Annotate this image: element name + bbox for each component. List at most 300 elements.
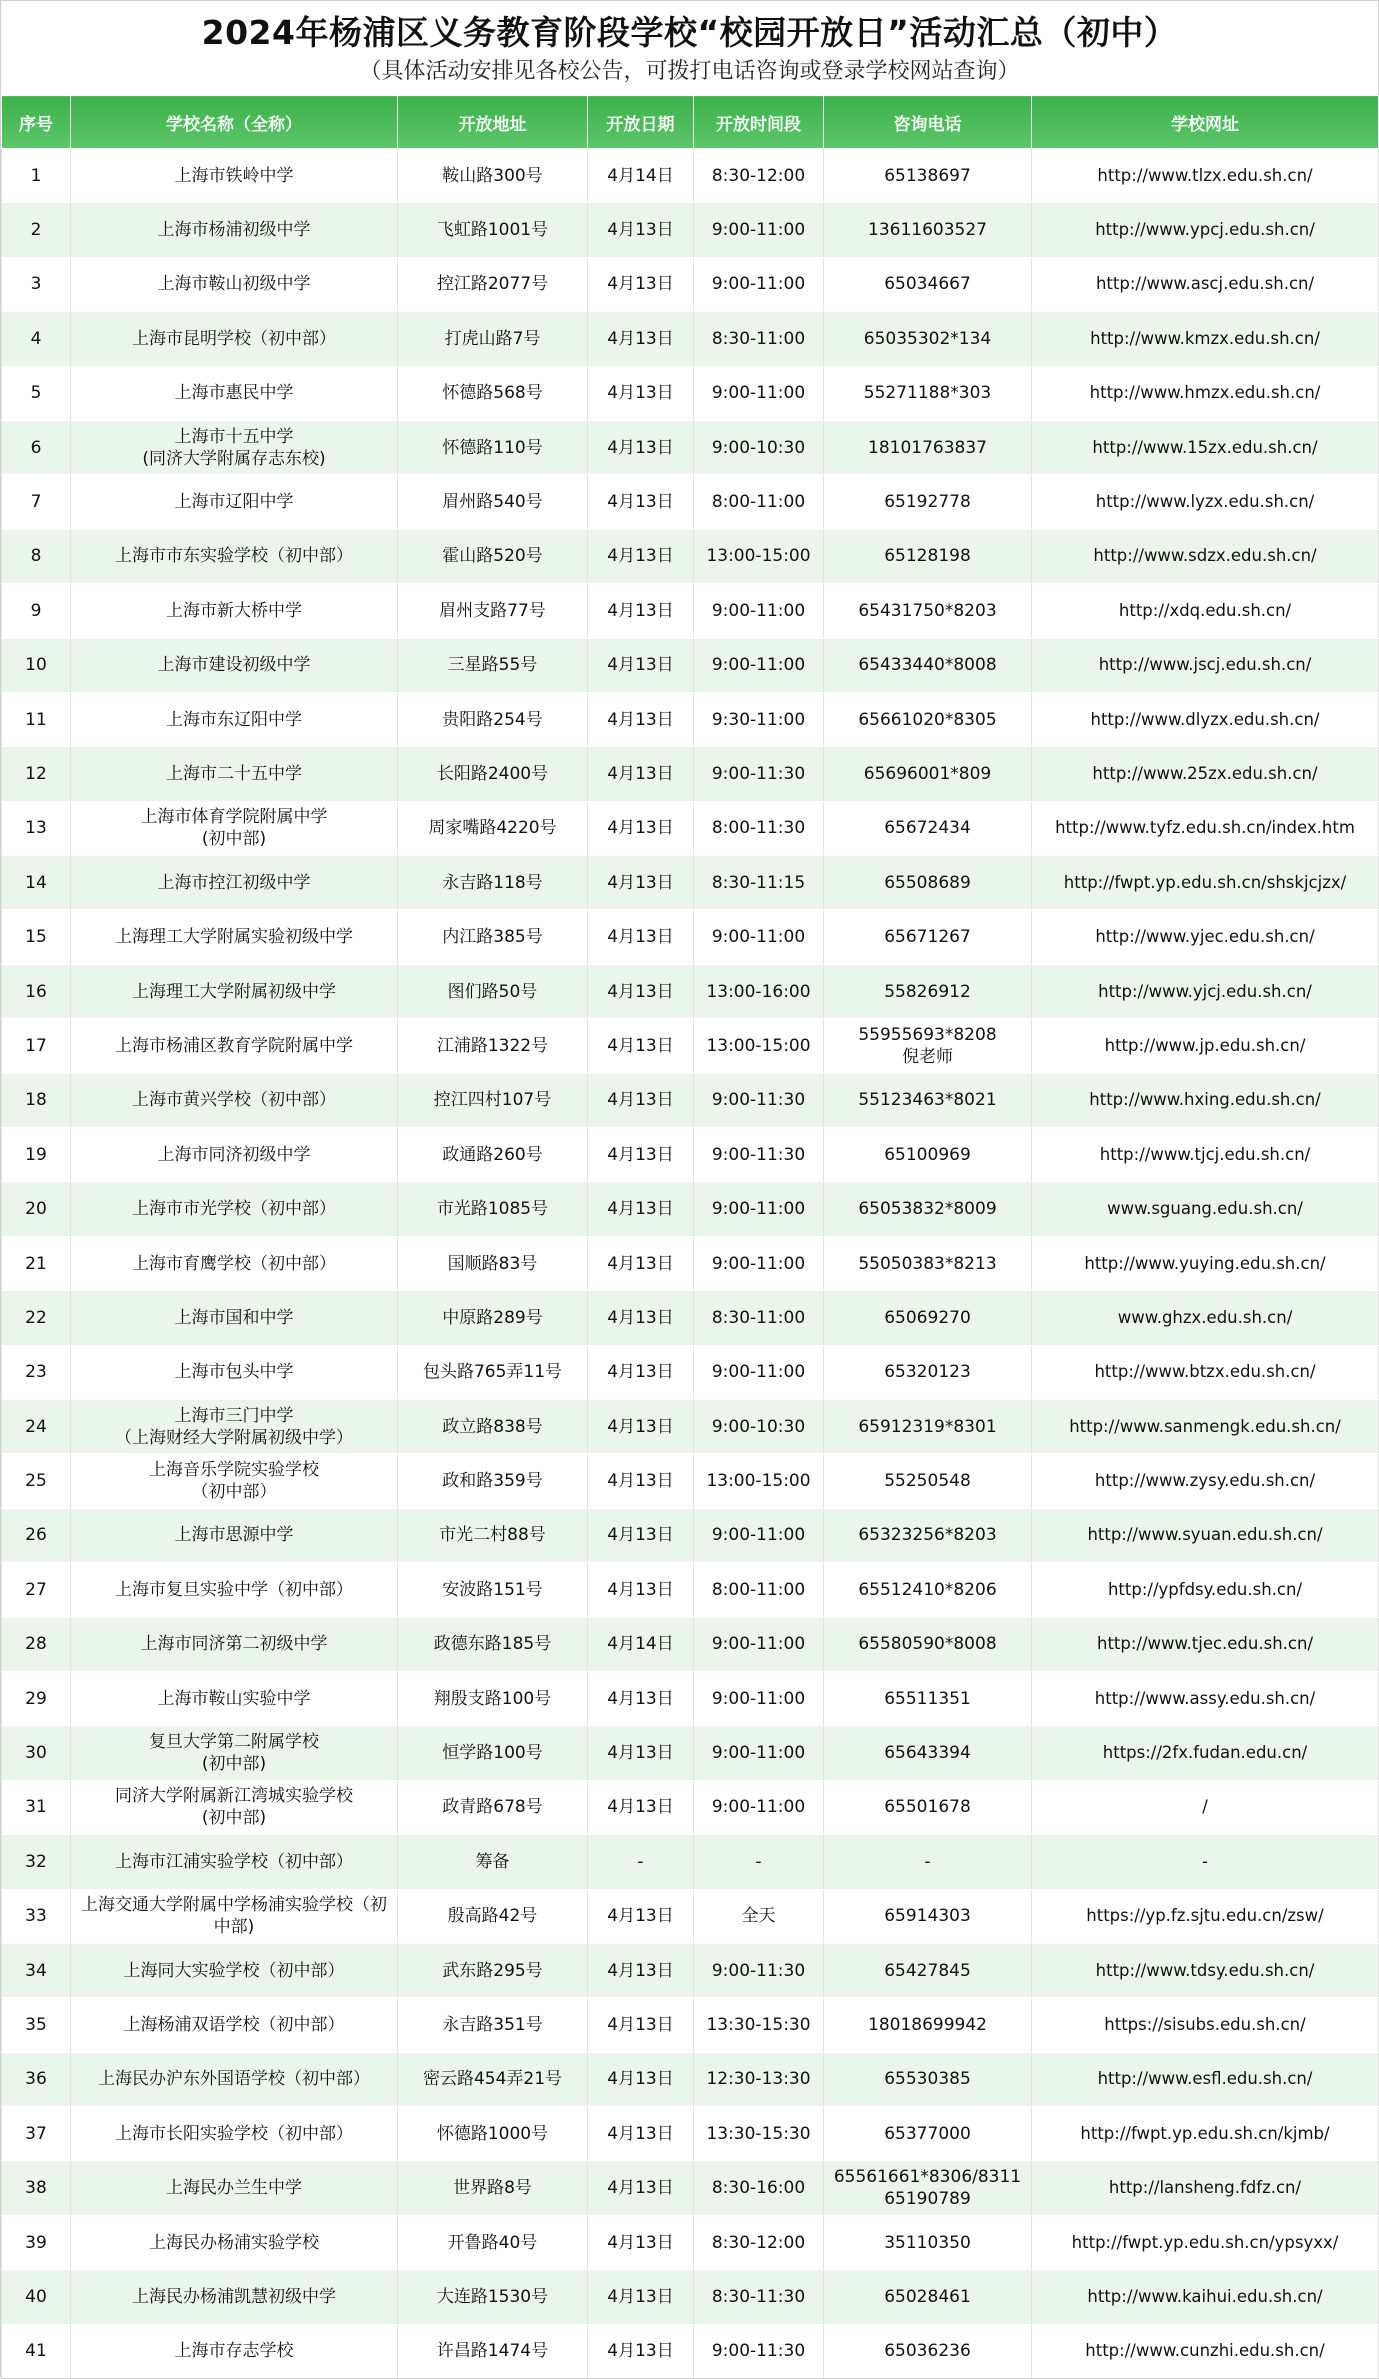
website-cell[interactable]: http://fwpt.yp.edu.sh.cn/ypsyxx/ bbox=[1032, 2215, 1379, 2269]
school-name-cell bbox=[71, 1998, 398, 2052]
phone-cell bbox=[824, 1671, 1032, 1725]
phone-cell-line: 65696001*809 bbox=[863, 763, 992, 784]
school-name-cell-line: 上海市杨浦区教育学院附属中学 bbox=[115, 1035, 353, 1056]
phone-cell-line: 65069270 bbox=[884, 1307, 971, 1328]
school-name-cell-line: 上海市市东实验学校（初中部） bbox=[115, 546, 353, 567]
website-cell[interactable]: http://www.ypcj.edu.sh.cn/ bbox=[1032, 203, 1379, 257]
table-row bbox=[2, 910, 1379, 964]
school-name-cell bbox=[71, 801, 398, 855]
website-cell[interactable]: http://www.jp.edu.sh.cn/ bbox=[1032, 1019, 1379, 1073]
time-cell: 9:00-11:00 bbox=[694, 1508, 824, 1562]
phone-cell-line: 65320123 bbox=[884, 1362, 971, 1383]
school-name-cell-line: (初中部) bbox=[201, 829, 267, 850]
date-cell: 4月13日 bbox=[588, 856, 694, 910]
date-cell: 4月13日 bbox=[588, 1889, 694, 1943]
phone-cell-line: 65028461 bbox=[884, 2286, 971, 2307]
phone-cell bbox=[824, 1019, 1032, 1073]
school-name-cell bbox=[71, 747, 398, 801]
website-cell[interactable]: http://fwpt.yp.edu.sh.cn/kjmb/ bbox=[1032, 2107, 1379, 2161]
phone-cell bbox=[824, 801, 1032, 855]
row-number-cell: 15 bbox=[2, 910, 71, 964]
school-name-cell bbox=[71, 2161, 398, 2215]
school-name-cell bbox=[71, 1889, 398, 1943]
address-cell: 政立路838号 bbox=[398, 1399, 588, 1453]
time-cell: 9:00-11:00 bbox=[694, 1780, 824, 1834]
school-name-cell bbox=[71, 257, 398, 311]
website-cell[interactable]: http://lansheng.fdfz.cn/ bbox=[1032, 2161, 1379, 2215]
school-name-cell-line: 上海民办杨浦实验学校 bbox=[149, 2232, 319, 2253]
phone-cell bbox=[824, 1345, 1032, 1399]
phone-cell-line: 65377000 bbox=[884, 2123, 971, 2144]
date-cell: 4月13日 bbox=[588, 1454, 694, 1508]
table-row bbox=[2, 2052, 1379, 2106]
title-block bbox=[1, 1, 1378, 95]
website-cell[interactable]: https://2fx.fudan.edu.cn/ bbox=[1032, 1726, 1379, 1780]
time-cell: 13:00-15:00 bbox=[694, 529, 824, 583]
phone-cell bbox=[824, 2161, 1032, 2215]
date-cell: 4月13日 bbox=[588, 1563, 694, 1617]
phone-cell-line: 65034667 bbox=[884, 274, 971, 295]
phone-cell-line: 65501678 bbox=[884, 1797, 971, 1818]
website-cell[interactable]: http://www.tjec.edu.sh.cn/ bbox=[1032, 1617, 1379, 1671]
address-cell: 殷高路42号 bbox=[398, 1889, 588, 1943]
school-name-cell bbox=[71, 1236, 398, 1290]
table-row bbox=[2, 1726, 1379, 1780]
phone-cell bbox=[824, 1182, 1032, 1236]
phone-cell-line: 65036236 bbox=[884, 2341, 971, 2362]
date-cell: 4月14日 bbox=[588, 1617, 694, 1671]
time-cell: 9:00-11:00 bbox=[694, 584, 824, 638]
date-cell: 4月13日 bbox=[588, 1508, 694, 1562]
school-name-cell bbox=[71, 1019, 398, 1073]
row-number-cell: 38 bbox=[2, 2161, 71, 2215]
school-name-cell bbox=[71, 1345, 398, 1399]
page-subtitle: （具体活动安排见各校公告，可拨打电话咨询或登录学校网站查询） bbox=[359, 59, 1020, 84]
phone-cell-line: 65100969 bbox=[884, 1144, 971, 1165]
phone-cell-line: 65580590*8008 bbox=[858, 1634, 997, 1655]
phone-cell bbox=[824, 2107, 1032, 2161]
date-cell: 4月13日 bbox=[588, 1019, 694, 1073]
table-row bbox=[2, 1780, 1379, 1834]
address-cell: 政和路359号 bbox=[398, 1454, 588, 1508]
address-cell: 江浦路1322号 bbox=[398, 1019, 588, 1073]
website-cell[interactable]: www.sguang.edu.sh.cn/ bbox=[1032, 1182, 1379, 1236]
date-cell: 4月13日 bbox=[588, 1073, 694, 1127]
school-name-cell-line: 上海市杨浦初级中学 bbox=[157, 220, 311, 241]
website-cell[interactable]: http://www.lyzx.edu.sh.cn/ bbox=[1032, 475, 1379, 529]
time-cell: 9:00-11:30 bbox=[694, 747, 824, 801]
website-cell[interactable]: http://www.kmzx.edu.sh.cn/ bbox=[1032, 312, 1379, 366]
address-cell: 贵阳路254号 bbox=[398, 692, 588, 746]
phone-cell bbox=[824, 1291, 1032, 1345]
row-number-cell: 19 bbox=[2, 1128, 71, 1182]
website-cell[interactable]: http://www.dlyzx.edu.sh.cn/ bbox=[1032, 692, 1379, 746]
table-row bbox=[2, 1943, 1379, 1997]
website-cell[interactable]: http://www.yjec.edu.sh.cn/ bbox=[1032, 910, 1379, 964]
address-cell: 霍山路520号 bbox=[398, 529, 588, 583]
phone-cell-line: 65643394 bbox=[884, 1743, 971, 1764]
row-number-cell: 11 bbox=[2, 692, 71, 746]
phone-cell bbox=[824, 1454, 1032, 1508]
row-number-cell: 24 bbox=[2, 1399, 71, 1453]
header-address: 开放地址 bbox=[398, 96, 588, 149]
school-name-cell bbox=[71, 1399, 398, 1453]
school-name-cell bbox=[71, 1508, 398, 1562]
time-cell: 8:00-11:00 bbox=[694, 1563, 824, 1617]
address-cell: 政德东路185号 bbox=[398, 1617, 588, 1671]
phone-cell bbox=[824, 149, 1032, 203]
table-row bbox=[2, 801, 1379, 855]
row-number-cell: 1 bbox=[2, 149, 71, 203]
table-row bbox=[2, 1454, 1379, 1508]
date-cell: 4月13日 bbox=[588, 1291, 694, 1345]
school-name-cell-line: 同济大学附属新江湾城实验学校 bbox=[115, 1786, 353, 1807]
row-number-cell: 22 bbox=[2, 1291, 71, 1345]
time-cell: 9:00-11:00 bbox=[694, 257, 824, 311]
website-cell[interactable]: http://www.tlzx.edu.sh.cn/ bbox=[1032, 149, 1379, 203]
row-number-cell: 39 bbox=[2, 2215, 71, 2269]
school-name-cell bbox=[71, 1943, 398, 1997]
address-cell: 怀德路1000号 bbox=[398, 2107, 588, 2161]
website-cell[interactable]: http://www.tjcj.edu.sh.cn/ bbox=[1032, 1128, 1379, 1182]
time-cell: 9:00-11:00 bbox=[694, 910, 824, 964]
time-cell: 8:30-12:00 bbox=[694, 149, 824, 203]
phone-cell bbox=[824, 257, 1032, 311]
address-cell: 翔殷支路100号 bbox=[398, 1671, 588, 1725]
website-cell[interactable]: http://www.kaihui.edu.sh.cn/ bbox=[1032, 2270, 1379, 2324]
address-cell: 安波路151号 bbox=[398, 1563, 588, 1617]
address-cell: 怀德路568号 bbox=[398, 366, 588, 420]
website-cell[interactable]: http://www.syuan.edu.sh.cn/ bbox=[1032, 1508, 1379, 1562]
website-cell[interactable]: http://www.sdzx.edu.sh.cn/ bbox=[1032, 529, 1379, 583]
row-number-cell: 35 bbox=[2, 1998, 71, 2052]
header-phone: 咨询电话 bbox=[824, 96, 1032, 149]
time-cell: 9:00-11:00 bbox=[694, 1671, 824, 1725]
website-cell[interactable]: http://www.assy.edu.sh.cn/ bbox=[1032, 1671, 1379, 1725]
date-cell: 4月13日 bbox=[588, 2324, 694, 2378]
school-name-cell bbox=[71, 2107, 398, 2161]
phone-cell-line: 65323256*8203 bbox=[858, 1525, 997, 1546]
row-number-cell: 28 bbox=[2, 1617, 71, 1671]
row-number-cell: 14 bbox=[2, 856, 71, 910]
website-cell[interactable]: http://www.sanmengk.edu.sh.cn/ bbox=[1032, 1399, 1379, 1453]
school-name-cell-line: 上海市同济初级中学 bbox=[157, 1144, 311, 1165]
school-name-cell-line: 上海市复旦实验中学（初中部） bbox=[115, 1579, 353, 1600]
row-number-cell: 23 bbox=[2, 1345, 71, 1399]
address-cell: 怀德路110号 bbox=[398, 420, 588, 474]
website-cell[interactable]: http://xdq.edu.sh.cn/ bbox=[1032, 584, 1379, 638]
row-number-cell: 13 bbox=[2, 801, 71, 855]
date-cell: 4月13日 bbox=[588, 420, 694, 474]
table-row bbox=[2, 747, 1379, 801]
phone-cell bbox=[824, 529, 1032, 583]
website-cell[interactable]: https://sisubs.edu.sh.cn/ bbox=[1032, 1998, 1379, 2052]
website-cell[interactable]: http://www.hmzx.edu.sh.cn/ bbox=[1032, 366, 1379, 420]
table-row bbox=[2, 366, 1379, 420]
table-row bbox=[2, 1563, 1379, 1617]
school-name-cell bbox=[71, 1617, 398, 1671]
website-cell[interactable]: http://www.ascj.edu.sh.cn/ bbox=[1032, 257, 1379, 311]
phone-cell bbox=[824, 1128, 1032, 1182]
school-name-cell-line: 上海市思源中学 bbox=[174, 1525, 294, 1546]
phone-cell-line: 55955693*8208 bbox=[858, 1024, 997, 1045]
date-cell: 4月13日 bbox=[588, 1345, 694, 1399]
school-name-cell bbox=[71, 1780, 398, 1834]
phone-cell-line: 55271188*303 bbox=[863, 383, 992, 404]
address-cell: 鞍山路300号 bbox=[398, 149, 588, 203]
website-cell[interactable]: http://www.yjcj.edu.sh.cn/ bbox=[1032, 964, 1379, 1018]
address-cell: 图们路50号 bbox=[398, 964, 588, 1018]
website-cell[interactable]: http://www.btzx.edu.sh.cn/ bbox=[1032, 1345, 1379, 1399]
phone-cell bbox=[824, 1563, 1032, 1617]
school-name-cell-line: (初中部) bbox=[201, 1754, 267, 1775]
website-cell[interactable]: http://fwpt.yp.edu.sh.cn/shskjcjzx/ bbox=[1032, 856, 1379, 910]
address-cell: 中原路289号 bbox=[398, 1291, 588, 1345]
website-cell[interactable]: http://www.hxing.edu.sh.cn/ bbox=[1032, 1073, 1379, 1127]
address-cell: 眉州支路77号 bbox=[398, 584, 588, 638]
school-name-cell-line: 上海理工大学附属初级中学 bbox=[132, 981, 336, 1002]
phone-cell-line: 65671267 bbox=[884, 927, 971, 948]
school-name-cell-line: 上海市国和中学 bbox=[174, 1307, 294, 1328]
school-name-cell bbox=[71, 2215, 398, 2269]
phone-cell-line: 65138697 bbox=[884, 165, 971, 186]
website-cell[interactable]: https://yp.fz.sjtu.edu.cn/zsw/ bbox=[1032, 1889, 1379, 1943]
website-cell[interactable]: / bbox=[1032, 1780, 1379, 1834]
school-name-cell-line: 上海音乐学院实验学校 bbox=[149, 1460, 319, 1481]
address-cell: 三星路55号 bbox=[398, 638, 588, 692]
row-number-cell: 33 bbox=[2, 1889, 71, 1943]
phone-cell bbox=[824, 1726, 1032, 1780]
table-row bbox=[2, 312, 1379, 366]
school-name-cell bbox=[71, 1454, 398, 1508]
row-number-cell: 36 bbox=[2, 2052, 71, 2106]
phone-cell-line: 55050383*8213 bbox=[858, 1253, 997, 1274]
website-cell[interactable]: http://www.jscj.edu.sh.cn/ bbox=[1032, 638, 1379, 692]
phone-cell bbox=[824, 856, 1032, 910]
time-cell: 全天 bbox=[694, 1889, 824, 1943]
table-row bbox=[2, 584, 1379, 638]
row-number-cell: 20 bbox=[2, 1182, 71, 1236]
website-cell[interactable]: http://www.tyfz.edu.sh.cn/index.htm bbox=[1032, 801, 1379, 855]
time-cell: 9:00-11:00 bbox=[694, 638, 824, 692]
table-row bbox=[2, 475, 1379, 529]
school-name-cell-line: 上海市包头中学 bbox=[174, 1362, 294, 1383]
school-name-cell-line: 上海市三门中学 bbox=[174, 1405, 294, 1426]
time-cell: 9:00-11:30 bbox=[694, 1073, 824, 1127]
website-cell[interactable]: http://www.esfl.edu.sh.cn/ bbox=[1032, 2052, 1379, 2106]
phone-cell bbox=[824, 420, 1032, 474]
table-row bbox=[2, 1182, 1379, 1236]
phone-cell bbox=[824, 1943, 1032, 1997]
table-row bbox=[2, 1128, 1379, 1182]
row-number-cell: 27 bbox=[2, 1563, 71, 1617]
address-cell: 眉州路540号 bbox=[398, 475, 588, 529]
school-name-cell bbox=[71, 910, 398, 964]
time-cell: 13:00-15:00 bbox=[694, 1454, 824, 1508]
time-cell: 8:00-11:00 bbox=[694, 475, 824, 529]
phone-cell bbox=[824, 312, 1032, 366]
row-number-cell: 2 bbox=[2, 203, 71, 257]
row-number-cell: 12 bbox=[2, 747, 71, 801]
school-name-cell bbox=[71, 1563, 398, 1617]
school-name-cell-line: 上海交通大学附属中学杨浦实验学校（初 bbox=[81, 1895, 387, 1916]
date-cell: 4月13日 bbox=[588, 964, 694, 1018]
phone-cell bbox=[824, 1780, 1032, 1834]
row-number-cell: 18 bbox=[2, 1073, 71, 1127]
school-name-cell-line: 上海市惠民中学 bbox=[174, 383, 294, 404]
address-cell: 世界路8号 bbox=[398, 2161, 588, 2215]
school-name-cell bbox=[71, 312, 398, 366]
time-cell: 12:30-13:30 bbox=[694, 2052, 824, 2106]
date-cell: 4月13日 bbox=[588, 312, 694, 366]
address-cell: 开鲁路40号 bbox=[398, 2215, 588, 2269]
time-cell: 9:00-11:00 bbox=[694, 1726, 824, 1780]
time-cell: 9:00-11:00 bbox=[694, 1617, 824, 1671]
address-cell: 包头路765弄11号 bbox=[398, 1345, 588, 1399]
address-cell: 长阳路2400号 bbox=[398, 747, 588, 801]
time-cell: 9:00-11:00 bbox=[694, 1182, 824, 1236]
date-cell: 4月13日 bbox=[588, 1236, 694, 1290]
school-name-cell bbox=[71, 1128, 398, 1182]
website-cell[interactable]: http://www.tdsy.edu.sh.cn/ bbox=[1032, 1943, 1379, 1997]
table-body bbox=[2, 149, 1379, 2379]
table-row bbox=[2, 1019, 1379, 1073]
school-name-cell-line: 上海市市光学校（初中部） bbox=[132, 1199, 336, 1220]
table-row bbox=[2, 2215, 1379, 2269]
date-cell: 4月13日 bbox=[588, 584, 694, 638]
website-cell[interactable]: http://www.cunzhi.edu.sh.cn/ bbox=[1032, 2324, 1379, 2378]
school-name-cell bbox=[71, 149, 398, 203]
school-name-cell bbox=[71, 638, 398, 692]
date-cell: 4月13日 bbox=[588, 1182, 694, 1236]
time-cell: 8:30-16:00 bbox=[694, 2161, 824, 2215]
phone-cell-line: 65661020*8305 bbox=[858, 709, 997, 730]
header-time: 开放时间段 bbox=[694, 96, 824, 149]
phone-cell-line: 18101763837 bbox=[868, 437, 987, 458]
row-number-cell: 34 bbox=[2, 1943, 71, 1997]
time-cell: 8:30-11:15 bbox=[694, 856, 824, 910]
time-cell: 9:00-10:30 bbox=[694, 420, 824, 474]
row-number-cell: 40 bbox=[2, 2270, 71, 2324]
table-row bbox=[2, 257, 1379, 311]
phone-cell-line: 35110350 bbox=[884, 2232, 971, 2253]
header-date: 开放日期 bbox=[588, 96, 694, 149]
time-cell: 8:30-11:30 bbox=[694, 2270, 824, 2324]
school-name-cell-line: 上海市育鹰学校（初中部） bbox=[132, 1253, 336, 1274]
row-number-cell: 6 bbox=[2, 420, 71, 474]
phone-cell bbox=[824, 584, 1032, 638]
school-name-cell bbox=[71, 420, 398, 474]
phone-cell bbox=[824, 1889, 1032, 1943]
table-row bbox=[2, 638, 1379, 692]
school-name-cell bbox=[71, 529, 398, 583]
phone-cell-line: 65427845 bbox=[884, 1960, 971, 1981]
date-cell: 4月14日 bbox=[588, 149, 694, 203]
phone-cell bbox=[824, 2215, 1032, 2269]
date-cell: 4月13日 bbox=[588, 1399, 694, 1453]
date-cell: 4月13日 bbox=[588, 1943, 694, 1997]
school-name-cell bbox=[71, 1671, 398, 1725]
address-cell: 永吉路351号 bbox=[398, 1998, 588, 2052]
address-cell: 内江路385号 bbox=[398, 910, 588, 964]
phone-cell bbox=[824, 366, 1032, 420]
date-cell: 4月13日 bbox=[588, 692, 694, 746]
phone-cell-line: 65192778 bbox=[884, 492, 971, 513]
phone-cell-line: - bbox=[924, 1851, 931, 1872]
row-number-cell: 29 bbox=[2, 1671, 71, 1725]
phone-cell-line: 13611603527 bbox=[868, 220, 987, 241]
address-cell: 周家嘴路4220号 bbox=[398, 801, 588, 855]
address-cell: 国顺路83号 bbox=[398, 1236, 588, 1290]
school-name-cell bbox=[71, 1835, 398, 1889]
time-cell: 9:30-11:00 bbox=[694, 692, 824, 746]
school-name-cell bbox=[71, 2270, 398, 2324]
time-cell: 13:30-15:30 bbox=[694, 2107, 824, 2161]
school-name-cell bbox=[71, 1291, 398, 1345]
phone-cell-line: 65912319*8301 bbox=[858, 1416, 997, 1437]
school-name-cell bbox=[71, 2052, 398, 2106]
phone-cell-line: 55123463*8021 bbox=[858, 1090, 997, 1111]
school-name-cell-line: 上海市铁岭中学 bbox=[174, 165, 294, 186]
phone-cell-line: 65508689 bbox=[884, 872, 971, 893]
table-row bbox=[2, 1998, 1379, 2052]
time-cell: 9:00-11:00 bbox=[694, 1345, 824, 1399]
date-cell: 4月13日 bbox=[588, 2215, 694, 2269]
header-no: 序号 bbox=[2, 96, 71, 149]
table-row bbox=[2, 1671, 1379, 1725]
website-cell[interactable]: http://ypfdsy.edu.sh.cn/ bbox=[1032, 1563, 1379, 1617]
address-cell: 飞虹路1001号 bbox=[398, 203, 588, 257]
school-name-cell-line: 上海市二十五中学 bbox=[166, 763, 302, 784]
address-cell: 大连路1530号 bbox=[398, 2270, 588, 2324]
table-row bbox=[2, 964, 1379, 1018]
table-row bbox=[2, 149, 1379, 203]
address-cell: 市光路1085号 bbox=[398, 1182, 588, 1236]
address-cell: 永吉路118号 bbox=[398, 856, 588, 910]
phone-cell-line: 65128198 bbox=[884, 546, 971, 567]
phone-cell-line: 65053832*8009 bbox=[858, 1199, 997, 1220]
time-cell: 8:30-11:00 bbox=[694, 1291, 824, 1345]
phone-cell-line: 55250548 bbox=[884, 1471, 971, 1492]
row-number-cell: 3 bbox=[2, 257, 71, 311]
row-number-cell: 8 bbox=[2, 529, 71, 583]
table-row bbox=[2, 1508, 1379, 1562]
school-name-cell-line: (同济大学附属存志东校) bbox=[142, 448, 326, 469]
school-name-cell-line: 上海杨浦双语学校（初中部） bbox=[123, 2014, 345, 2035]
address-cell: 许昌路1474号 bbox=[398, 2324, 588, 2378]
phone-cell bbox=[824, 2052, 1032, 2106]
website-cell[interactable]: www.ghzx.edu.sh.cn/ bbox=[1032, 1291, 1379, 1345]
table-row bbox=[2, 692, 1379, 746]
table-row bbox=[2, 2161, 1379, 2215]
school-name-cell-line: 上海市长阳实验学校（初中部） bbox=[115, 2123, 353, 2144]
website-cell[interactable]: http://www.25zx.edu.sh.cn/ bbox=[1032, 747, 1379, 801]
school-name-cell-line: （上海财经大学附属初级中学） bbox=[115, 1427, 353, 1448]
phone-cell-line: 55826912 bbox=[884, 981, 971, 1002]
row-number-cell: 5 bbox=[2, 366, 71, 420]
website-cell[interactable]: http://www.zysy.edu.sh.cn/ bbox=[1032, 1454, 1379, 1508]
website-cell[interactable]: http://www.yuying.edu.sh.cn/ bbox=[1032, 1236, 1379, 1290]
time-cell: 8:30-11:00 bbox=[694, 312, 824, 366]
school-name-cell-line: （初中部） bbox=[191, 1482, 277, 1503]
phone-cell bbox=[824, 1236, 1032, 1290]
school-name-cell bbox=[71, 2324, 398, 2378]
address-cell: 政青路678号 bbox=[398, 1780, 588, 1834]
school-name-cell bbox=[71, 964, 398, 1018]
website-cell[interactable]: http://www.15zx.edu.sh.cn/ bbox=[1032, 420, 1379, 474]
address-cell: 武东路295号 bbox=[398, 1943, 588, 1997]
website-cell[interactable]: - bbox=[1032, 1835, 1379, 1889]
